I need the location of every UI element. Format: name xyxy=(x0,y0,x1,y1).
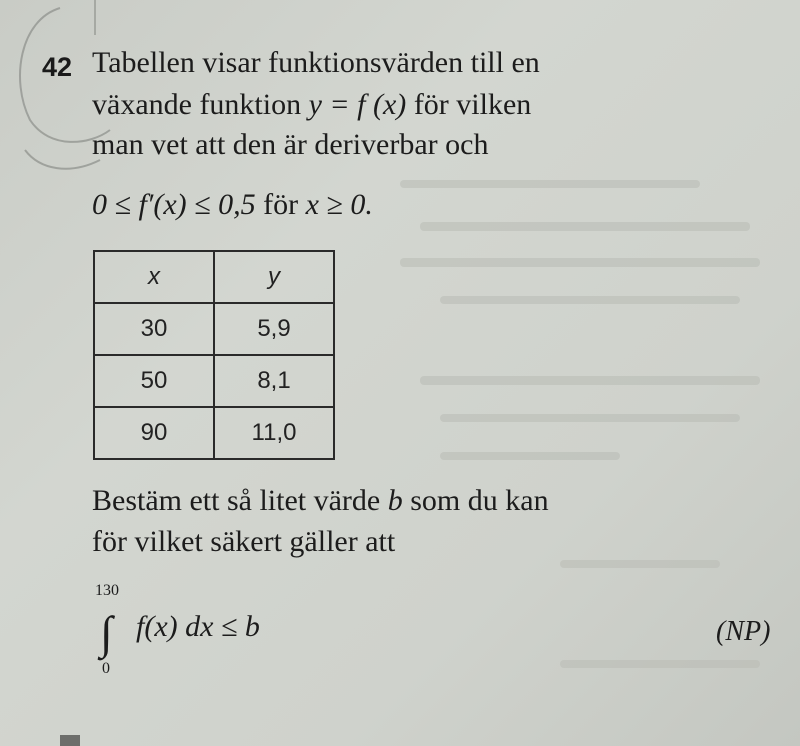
header-y: y xyxy=(214,251,334,303)
question-line-1-post: som du kan xyxy=(402,484,549,517)
intro-line-3: man vet att den är deriverbar och xyxy=(92,128,489,161)
table-cell-y: 11,0 xyxy=(214,407,334,459)
table-cell-y: 8,1 xyxy=(214,355,334,407)
problem-number: 42 xyxy=(42,52,73,82)
table-row xyxy=(94,355,334,407)
table-cell-y: 5,9 xyxy=(214,303,334,355)
domain-condition: x ≥ 0. xyxy=(305,188,373,221)
table-row xyxy=(94,303,334,355)
intro-line-2-pre: växande funktion xyxy=(92,88,309,121)
question-line-2: för vilket säkert gäller att xyxy=(92,525,396,558)
function-definition: y = f (x) xyxy=(308,88,407,121)
table-header-row xyxy=(94,251,334,303)
intro-line-2-post: för vilken xyxy=(406,88,532,121)
table-cell-x: 90 xyxy=(94,407,214,459)
intro-line-1: Tabellen visar funktionsvärden till en xyxy=(92,46,540,79)
question-line-1 xyxy=(92,486,549,516)
condition-text: för xyxy=(255,188,306,221)
variable-b: b xyxy=(387,484,403,517)
derivative-bound: 0 ≤ f′(x) ≤ 0,5 xyxy=(92,188,256,221)
integral-sign: ∫ xyxy=(100,607,113,658)
integral-lower-limit: 0 xyxy=(102,660,110,677)
np-tag: (NP) xyxy=(716,616,771,647)
derivative-condition xyxy=(92,190,373,220)
table-row xyxy=(94,407,334,459)
values-table xyxy=(93,250,335,460)
table-cell-x: 50 xyxy=(94,355,214,407)
table-cell-x: 30 xyxy=(94,303,214,355)
integral-upper-limit: 130 xyxy=(95,582,119,599)
header-x: x xyxy=(94,251,214,303)
intro-line-2 xyxy=(92,90,531,120)
question-line-1-pre: Bestäm ett så litet värde xyxy=(92,484,388,517)
integral-expression: f(x) dx ≤ b xyxy=(136,610,260,643)
